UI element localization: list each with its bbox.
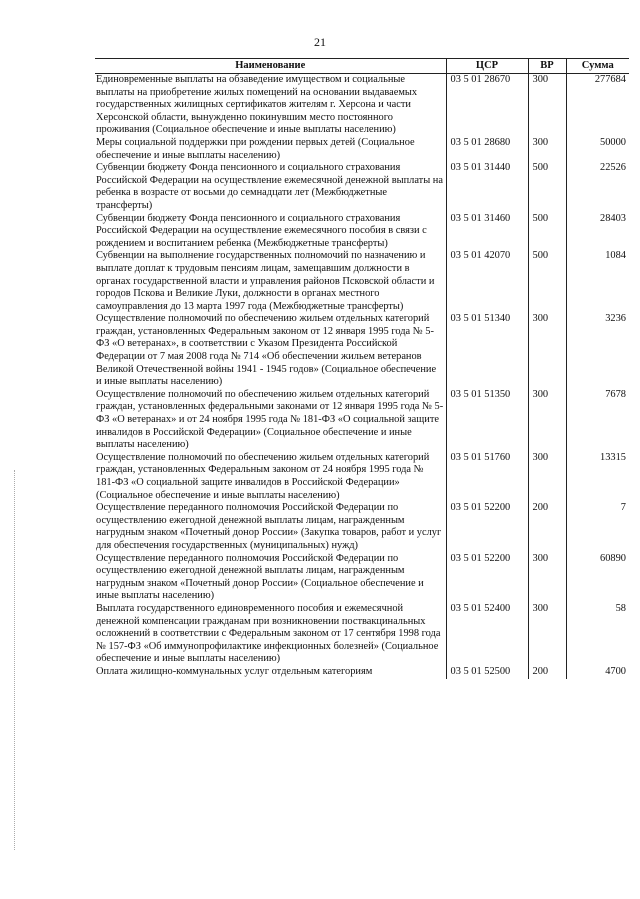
row-name: Осуществление полномочий по обеспечению жильем отдельных категорий граждан, установленных федеральными законами от 12 января 1995 года № 5-ФЗ «О ветеранах» и от 24 ноября 1995 года № 181-ФЗ «О социальной защите инвалидов в Российской Федерации» (Социальное обеспечение и иные выплаты населению) — [96, 388, 444, 451]
table-row — [95, 213, 629, 251]
row-csr: 03 5 01 52400 — [446, 603, 528, 666]
row-sum: 7678 — [566, 389, 629, 452]
row-csr: 03 5 01 31460 — [446, 213, 528, 251]
row-csr: 03 5 01 52500 — [446, 666, 528, 679]
row-csr: 03 5 01 51340 — [446, 313, 528, 389]
row-vr: 300 — [528, 553, 566, 603]
row-vr: 300 — [528, 137, 566, 162]
row-vr: 300 — [528, 313, 566, 389]
column-header-name: Наименование — [95, 59, 446, 74]
row-name: Выплата государственного единовременного пособия и ежемесячной денежной компенсации гражданам при возникновении поствакцинальных осложнений в соответствии с Федеральным законом от 17 сентября 1998 года № 157-ФЗ «Об иммунопрофилактике инфекционных болезней» (Социальное обеспечение и иные выплаты населению) — [96, 602, 441, 665]
row-sum: 277684 — [566, 74, 629, 137]
row-csr: 03 5 01 42070 — [446, 250, 528, 313]
row-csr: 03 5 01 31440 — [446, 162, 528, 212]
table-row — [95, 553, 629, 603]
row-vr: 200 — [528, 666, 566, 679]
budget-table — [95, 58, 629, 679]
table-row — [95, 313, 629, 389]
row-vr: 300 — [528, 603, 566, 666]
table-header-row — [95, 59, 629, 74]
row-vr: 300 — [528, 389, 566, 452]
row-name: Субвенции бюджету Фонда пенсионного и социального страхования Российской Федерации на осуществление ежемесячной денежной выплаты на ребенка в возрасте от восьми до семнадцати лет (Межбюджетные трансферты) — [96, 162, 443, 211]
row-sum: 7 — [566, 502, 629, 552]
row-sum: 13315 — [566, 452, 629, 502]
page-number: 21 — [314, 35, 326, 49]
table-row — [95, 250, 629, 313]
row-sum: 22526 — [566, 162, 629, 212]
column-header-csr: ЦСР — [446, 59, 528, 74]
table-row — [95, 603, 629, 666]
row-vr: 300 — [528, 452, 566, 502]
row-csr: 03 5 01 28680 — [446, 137, 528, 162]
row-csr: 03 5 01 52200 — [446, 553, 528, 603]
row-vr: 500 — [528, 213, 566, 251]
row-vr: 200 — [528, 502, 566, 552]
column-header-vr: ВР — [528, 59, 566, 74]
row-name: Осуществление переданного полномочия Российской Федерации по осуществлению ежегодной денежной выплаты лицам, награжденным нагрудным знаком «Почетный донор России» (Социальное обеспечение и иные выплаты населению) — [96, 552, 424, 602]
row-name: Субвенции на выполнение государственных полномочий по назначению и выплате доплат к трудовым пенсиям лицам, замещавшим должности в органах государственной власти и управления районов Псковской области и городов Пскова и Великие Луки, должности в органах местного самоуправления до 13 марта 1997 года (Межбюджетные трансферты) — [96, 250, 435, 312]
row-name: Субвенции бюджету Фонда пенсионного и социального страхования Российской Федерации на осуществление ежемесячного пособия в связи с рождением и воспитанием ребенка (Межбюджетные трансферты) — [96, 212, 427, 249]
scan-margin-line — [14, 470, 16, 850]
row-name: Осуществление полномочий по обеспечению жильем отдельных категорий граждан, установленных Федеральным законом от 12 января 1995 года № 5-ФЗ «О ветеранах», в соответствии с Указом Президента Российской Федерации от 7 мая 2008 года № 714 «Об обеспечении жильем ветеранов Великой Отечественной войны 1941 - 1945 годов» (Социальное обеспечение и иные выплаты населению) — [96, 313, 437, 388]
row-name: Осуществление полномочий по обеспечению жильем отдельных категорий граждан, установленных Федеральным законом от 24 ноября 1995 года № 181-ФЗ «О социальной защите инвалидов в Российской Федерации» (Социальное обеспечение и иные выплаты населению) — [96, 451, 430, 501]
row-vr: 500 — [528, 162, 566, 212]
row-sum: 58 — [566, 603, 629, 666]
row-csr: 03 5 01 51350 — [446, 389, 528, 452]
row-csr: 03 5 01 28670 — [446, 74, 528, 137]
table-row — [95, 666, 629, 679]
row-name: Единовременные выплаты на обзаведение имуществом и социальные выплаты на приобретение жилых помещений на основании выдаваемых государственных жилищных сертификатов жителям г. Херсона и части Херсонской области, вынужденно покинувшим место постоянного проживания (Социальное обеспечение и иные выплаты населению) — [96, 74, 418, 136]
row-sum: 60890 — [566, 553, 629, 603]
row-vr: 500 — [528, 250, 566, 313]
column-header-sum: Сумма — [566, 59, 629, 74]
table-row — [95, 162, 629, 212]
row-sum: 1084 — [566, 250, 629, 313]
row-name: Оплата жилищно-коммунальных услуг отдельным категориям — [96, 665, 373, 677]
table-row — [95, 389, 629, 452]
row-name: Меры социальной поддержки при рождении первых детей (Социальное обеспечение и иные выплаты населению) — [96, 136, 415, 161]
row-sum: 3236 — [566, 313, 629, 389]
row-sum: 4700 — [566, 666, 629, 679]
row-sum: 28403 — [566, 213, 629, 251]
table-row — [95, 452, 629, 502]
row-sum: 50000 — [566, 137, 629, 162]
row-name: Осуществление переданного полномочия Российской Федерации по осуществлению ежегодной денежной выплаты лицам, награжденным нагрудным знаком «Почетный донор России» (Закупка товаров, работ и услуг для обеспечения государственных (муниципальных) нужд) — [96, 502, 442, 551]
row-csr: 03 5 01 51760 — [446, 452, 528, 502]
row-csr: 03 5 01 52200 — [446, 502, 528, 552]
table-row — [95, 137, 629, 162]
table-row — [95, 502, 629, 552]
table-row — [95, 74, 629, 137]
row-vr: 300 — [528, 74, 566, 137]
